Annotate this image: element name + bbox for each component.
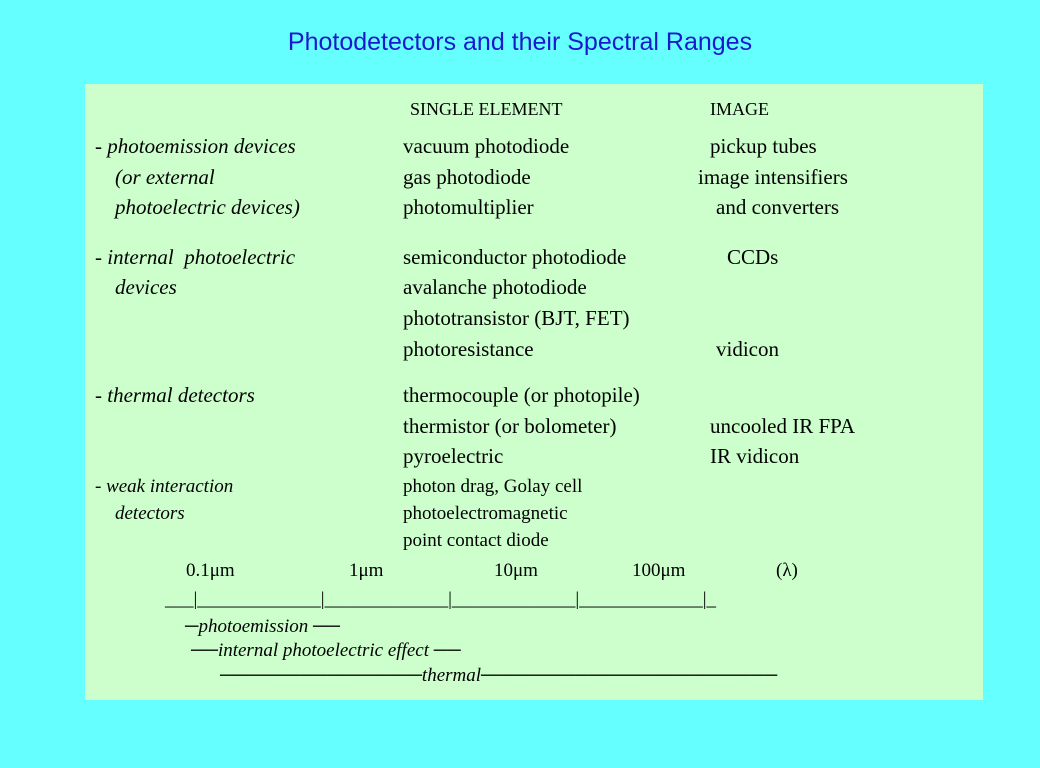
single-element-item: phototransistor (BJT, FET) (403, 306, 630, 330)
single-element-item: avalanche photodiode (403, 275, 587, 299)
slide-title: Photodetectors and their Spectral Ranges (287, 28, 753, 56)
photoemission-range: ─photoemission ── (185, 616, 340, 637)
single-element-item: photoresistance (403, 337, 534, 361)
internal-photoelectric-range: ──internal photoelectric effect ── (191, 640, 461, 661)
image-item: and converters (716, 195, 840, 219)
scale-tick-label: 100μm (632, 560, 686, 581)
image-item: vidicon (716, 337, 779, 361)
weak-name-line-1: - weak interaction (95, 476, 234, 497)
weak-name-line-2: detectors (115, 503, 185, 524)
scale-tick-label: 10μm (494, 560, 538, 581)
photoemission-name-line-1: - photoemission devices (95, 134, 296, 158)
image-item: pickup tubes (710, 134, 817, 158)
single-element-item: pyroelectric (403, 444, 504, 468)
single-element-item: semiconductor photodiode (403, 245, 627, 269)
wavelength-axis: ___|_____________|_____________|_____________|_____________|_ (165, 589, 717, 610)
single-element-item: photon drag, Golay cell (403, 476, 583, 497)
header-image: IMAGE (710, 99, 769, 119)
single-element-item: gas photodiode (403, 165, 531, 189)
content-panel (85, 84, 983, 700)
single-element-item: thermocouple (or photopile) (403, 383, 640, 407)
scale-tick-label: 0.1μm (186, 560, 235, 581)
thermal-name-line-1: - thermal detectors (95, 383, 255, 407)
image-item: CCDs (727, 245, 779, 269)
single-element-item: photomultiplier (403, 195, 534, 219)
single-element-item: thermistor (or bolometer) (403, 414, 617, 438)
single-element-item: vacuum photodiode (403, 134, 570, 158)
image-item: uncooled IR FPA (710, 414, 856, 438)
photoemission-name-line-3: photoelectric devices) (115, 195, 300, 219)
header-single-element: SINGLE ELEMENT (410, 99, 563, 119)
scale-lambda-label: (λ) (776, 560, 798, 581)
image-item: image intensifiers (698, 165, 848, 189)
single-element-item: photoelectromagnetic (403, 503, 568, 524)
internal-name-line-2: devices (115, 275, 177, 299)
image-item: IR vidicon (710, 444, 800, 468)
photoemission-name-line-2: (or external (115, 165, 215, 189)
single-element-item: point contact diode (403, 530, 549, 551)
scale-tick-label: 1μm (349, 560, 384, 581)
thermal-range: ───────────────thermal────────────────────── (220, 665, 778, 686)
internal-name-line-1: - internal photoelectric (95, 245, 296, 269)
